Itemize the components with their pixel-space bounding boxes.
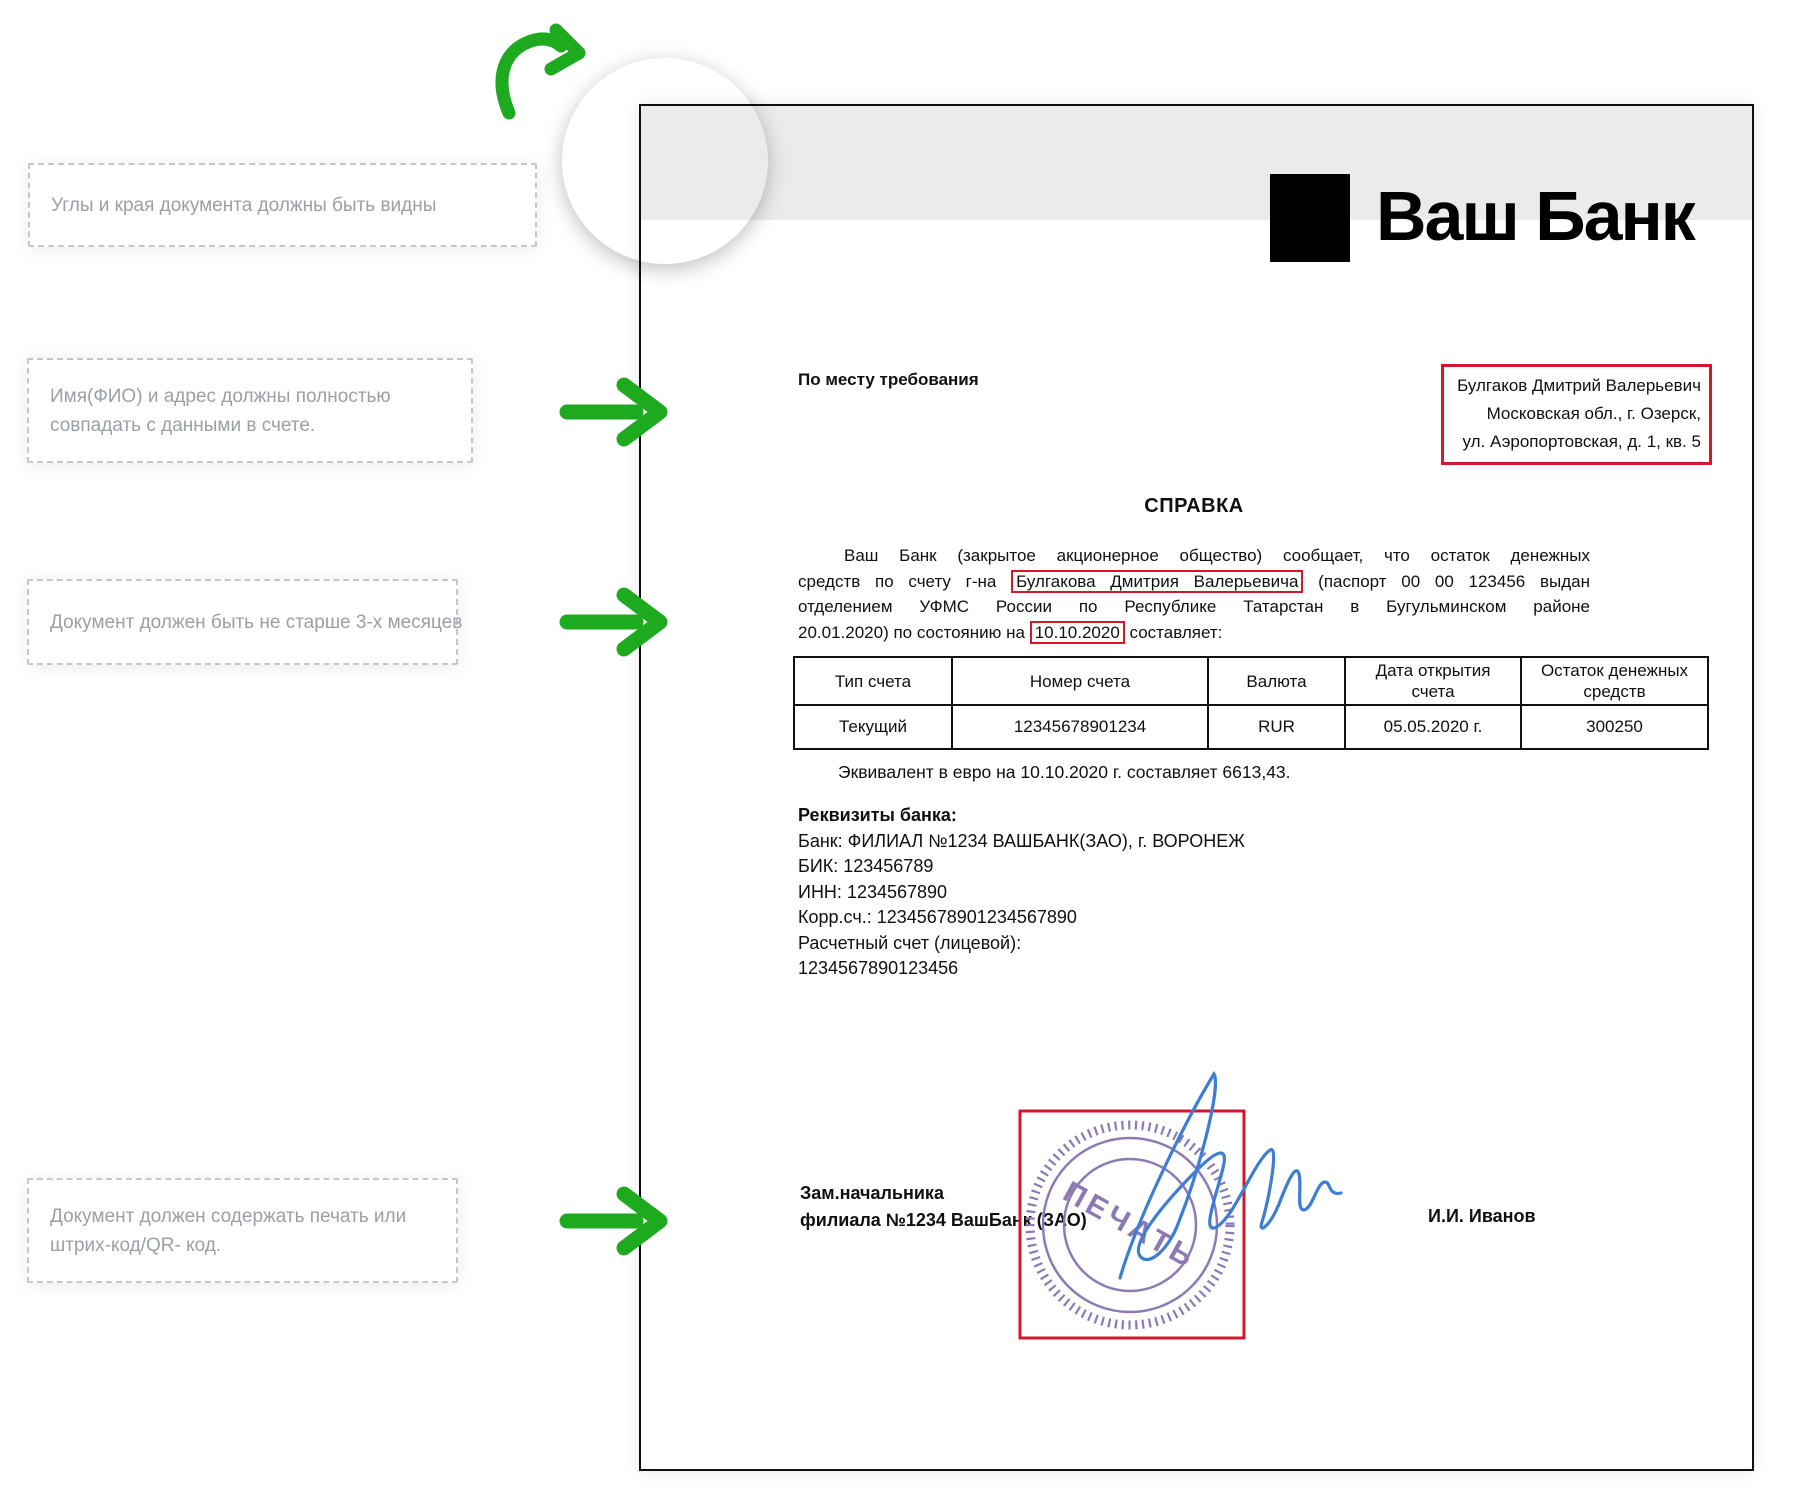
table-header-row [794, 657, 1708, 705]
signatory-line: филиала №1234 ВашБанк (ЗАО) [800, 1210, 1087, 1230]
col-header-balance: Остаток денежных средств [1521, 657, 1708, 705]
requisite-line: Расчетный счет (лицевой): [798, 932, 1022, 953]
cell-open-date: 05.05.2020 г. [1345, 705, 1521, 749]
cell-balance: 300250 [1521, 705, 1708, 749]
stamp-and-signature-area [941, 1006, 1421, 1486]
callout-text: штрих-код/QR- код. [50, 1234, 222, 1256]
bank-requisites [798, 803, 1245, 982]
paragraph-line: Ваш Банк (закрытое акционерное общество) сообщает, что остаток денежных [844, 546, 1590, 565]
client-name: Булгаков Дмитрий Валерьевич [1457, 376, 1701, 395]
requisites-title: Реквизиты банка: [798, 805, 957, 825]
client-street: ул. Аэропортовская, д. 1, кв. 5 [1462, 432, 1701, 451]
paragraph-text: средств по счету г-на [798, 571, 1012, 591]
col-header-currency: Валюта [1208, 657, 1345, 705]
stamp-text: ПЕЧАТЬ [1057, 1175, 1202, 1276]
paragraph-line [798, 620, 1590, 646]
paragraph-text: (паспорт 00 00 123456 выдан [1303, 571, 1590, 591]
requisite-line: Банк: ФИЛИАЛ №1234 ВАШБАНК(ЗАО), г. ВОРОНЕЖ [798, 830, 1245, 851]
statement-date-highlight: 10.10.2020 [1030, 621, 1125, 644]
requisite-line: 1234567890123456 [798, 958, 959, 978]
col-header-account-number: Номер счета [952, 657, 1208, 705]
recipient-label: По месту требования [798, 370, 979, 389]
callout-stamp-or-barcode [27, 1178, 458, 1283]
curved-arrow-icon [502, 30, 579, 113]
requisite-line: БИК: 123456789 [798, 856, 934, 876]
callout-corners-visible [28, 163, 537, 247]
callout-text: Углы и края документа должны быть видны [51, 194, 437, 216]
bank-statement-document [639, 104, 1754, 1471]
callout-text: совпадать с данными в счете. [50, 414, 316, 436]
callout-not-older-3-months [27, 579, 463, 665]
paragraph-text: 20.01.2020) по состоянию на [798, 622, 1030, 642]
callout-text: Имя(ФИО) и адрес должны полностью [50, 385, 391, 407]
cell-account-number: 12345678901234 [952, 705, 1208, 749]
table-row [794, 705, 1708, 749]
callout-text: Документ должен быть не старше 3-х месяцев [50, 611, 463, 633]
euro-equivalent-line: Эквивалент в евро на 10.10.2020 г. составляет 6613,43. [838, 762, 1291, 782]
client-address-highlight-box [1441, 364, 1712, 465]
cell-account-type: Текущий [794, 705, 952, 749]
corner-highlight-circle-icon [562, 58, 768, 264]
callout-name-address-match [27, 358, 473, 463]
client-region: Московская обл., г. Озерск, [1486, 404, 1701, 423]
document-title: СПРАВКА [1144, 495, 1244, 517]
paragraph-line: отделением УФМС России по Республике Татарстан в Бугульминском районе [798, 597, 1590, 616]
requisite-line: Корр.сч.: 12345678901234567890 [798, 907, 1077, 927]
account-table [793, 656, 1709, 750]
signatory-line: Зам.начальника [800, 1183, 944, 1203]
bank-logo-icon [1270, 174, 1350, 262]
requisite-line: ИНН: 1234567890 [798, 881, 948, 902]
paragraph-text: составляет: [1124, 622, 1223, 642]
col-header-account-type: Тип счета [794, 657, 952, 705]
cell-currency: RUR [1208, 705, 1345, 749]
client-name-highlight: Булгакова Дмитрия Валерьевича [1011, 570, 1303, 593]
col-header-open-date: Дата открытия счета [1345, 657, 1521, 705]
callout-text: Документ должен содержать печать или [50, 1205, 407, 1227]
paragraph-line [798, 569, 1590, 595]
signer-name: И.И. Иванов [1428, 1206, 1536, 1226]
statement-paragraph [798, 543, 1590, 645]
bank-logo-text: Ваш Банк [1376, 177, 1694, 255]
